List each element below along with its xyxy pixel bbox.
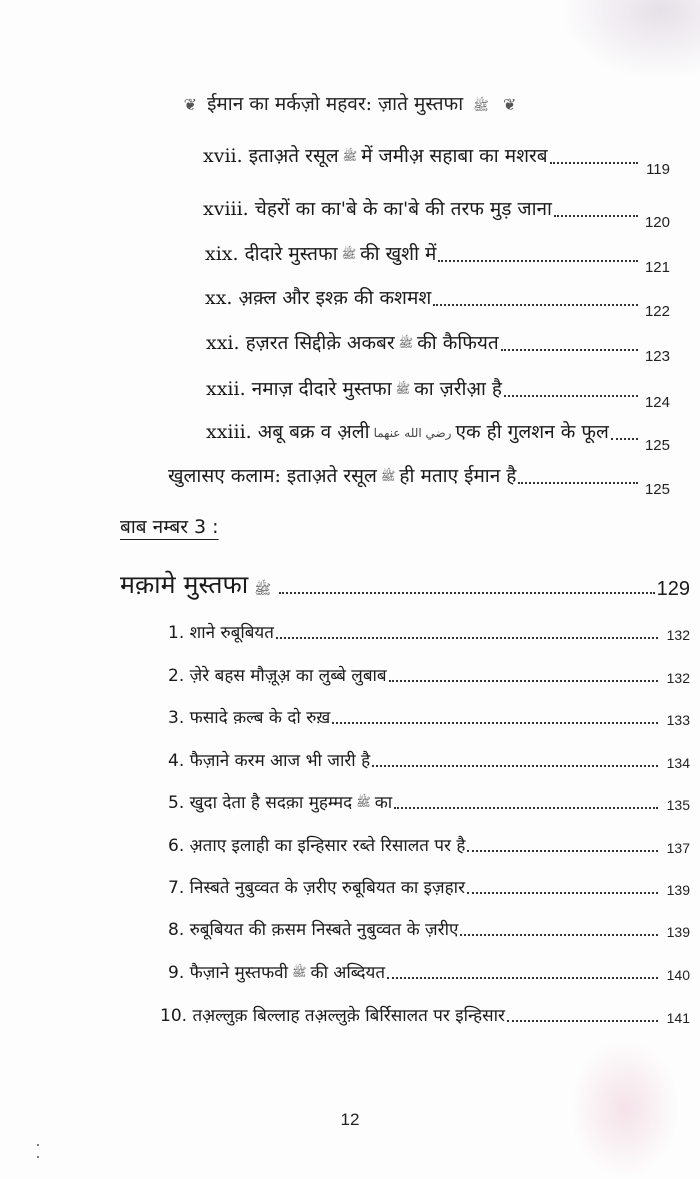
dot-leader bbox=[554, 214, 638, 217]
entry-number: xix. bbox=[205, 243, 239, 265]
entry-title-cont: ही मताए ईमान है bbox=[399, 465, 517, 487]
entry-page: 121 bbox=[644, 259, 670, 276]
entry-title: हज़रत सिद्दीक़े अकबर bbox=[245, 332, 395, 354]
entry-number: 6. bbox=[168, 836, 185, 856]
print-speck bbox=[37, 1156, 39, 1158]
entry-number: 8. bbox=[168, 920, 185, 940]
dot-leader bbox=[389, 679, 658, 682]
honorific-icon: ﷺ bbox=[380, 468, 396, 483]
honorific-icon: ﷺ bbox=[292, 964, 307, 979]
toc-entry[interactable] bbox=[203, 195, 670, 231]
entry-title: शाने रुबूबियत bbox=[189, 623, 274, 643]
entry-page: 124 bbox=[644, 394, 670, 411]
entry-title: नमाज़ दीदारे मुस्तफा bbox=[251, 378, 392, 400]
entry-title-cont: की अब्दियत bbox=[310, 963, 386, 983]
toc-entry[interactable] bbox=[168, 748, 690, 771]
running-head-title: ईमान का मर्कज़ो महवर: ज़ाते मुस्तफा bbox=[207, 93, 464, 115]
entry-number: 5. bbox=[168, 793, 185, 813]
entry-title: फैज़ाने मुस्तफवी bbox=[189, 963, 289, 983]
dot-leader bbox=[550, 161, 638, 164]
toc-entry[interactable] bbox=[168, 917, 690, 940]
entry-title: फसादे क़ल्ब के दो रुख़ bbox=[189, 708, 331, 728]
entry-title: खुलासए कलाम: इताअ़ते रसूल bbox=[168, 465, 377, 487]
dot-leader bbox=[467, 849, 658, 852]
entry-page: 139 bbox=[666, 882, 690, 898]
entry-page: 125 bbox=[644, 437, 670, 454]
toc-entry[interactable] bbox=[160, 1003, 690, 1026]
entry-title: ज़ेरे बहस मौज़ूअ़ का लुब्बे लुबाब bbox=[189, 666, 387, 686]
toc-entry[interactable] bbox=[168, 705, 690, 728]
entry-title-cont: में जमीअ़ सहाबा का मशरब bbox=[361, 145, 548, 167]
dot-leader bbox=[276, 636, 658, 639]
chapter-title: मक़ामे मुस्तफा bbox=[120, 570, 249, 599]
entry-title: अ़क़्ल और इश्क़ की कशमश bbox=[238, 287, 432, 309]
entry-title: चेहरों का का'बे के का'बे की तरफ मुड़ जाना bbox=[254, 198, 552, 220]
toc-entry[interactable] bbox=[206, 418, 670, 454]
toc-entry[interactable] bbox=[168, 790, 690, 813]
ornament-right-icon: ❦ bbox=[502, 95, 517, 114]
entry-page: 132 bbox=[666, 670, 690, 686]
entry-number: xxiii. bbox=[206, 421, 252, 443]
entry-number: 10. bbox=[160, 1006, 188, 1026]
entry-page: 139 bbox=[666, 924, 690, 940]
entry-title: अ़ताए इलाही का इन्हिसार रब्ते रिसालत पर है bbox=[189, 836, 466, 856]
entry-title-cont: की कैफियत bbox=[417, 332, 499, 354]
entry-page: 133 bbox=[666, 712, 690, 728]
entry-page: 123 bbox=[644, 348, 670, 365]
dot-leader bbox=[460, 933, 658, 936]
chapter-title-entry[interactable] bbox=[120, 567, 690, 601]
toc-entry[interactable] bbox=[168, 960, 690, 983]
entry-title-cont: का bbox=[374, 793, 393, 813]
entry-title: अबू बक्र व अ़ली bbox=[257, 421, 370, 443]
entry-page: 119 bbox=[646, 161, 670, 178]
honorific-icon: ﷺ bbox=[398, 335, 414, 350]
entry-page: 140 bbox=[666, 967, 690, 983]
toc-entry[interactable] bbox=[205, 240, 670, 276]
toc-entry[interactable] bbox=[168, 875, 690, 898]
honorific-icon: رضي الله عنهما bbox=[373, 426, 452, 440]
dot-leader bbox=[518, 481, 638, 484]
dot-leader bbox=[611, 437, 638, 440]
dot-leader bbox=[438, 259, 638, 262]
toc-entry[interactable] bbox=[168, 663, 690, 686]
entry-page: 132 bbox=[666, 627, 690, 643]
chapter-label: बाब नम्बर 3 : bbox=[120, 516, 219, 538]
page-edge-tint bbox=[570, 1039, 680, 1179]
toc-entry[interactable] bbox=[205, 284, 670, 320]
toc-entry[interactable] bbox=[203, 142, 670, 178]
dot-leader bbox=[467, 891, 658, 894]
entry-number: 1. bbox=[168, 623, 185, 643]
dot-leader bbox=[332, 721, 658, 724]
entry-number: 9. bbox=[168, 963, 185, 983]
honorific-icon: ﷺ bbox=[473, 99, 489, 114]
honorific-icon: ﷺ bbox=[341, 246, 357, 261]
honorific-icon: ﷺ bbox=[342, 148, 358, 163]
ornament-left-icon: ❦ bbox=[183, 95, 198, 114]
honorific-icon: ﷺ bbox=[395, 381, 411, 396]
entry-page: 135 bbox=[666, 797, 690, 813]
entry-number: xx. bbox=[205, 287, 233, 309]
chapter-page: 129 bbox=[656, 578, 690, 600]
print-speck bbox=[37, 1144, 39, 1146]
entry-number: 7. bbox=[168, 878, 185, 898]
entry-title: तअ़ल्लुक़ बिल्लाह तअ़ल्लुक़े बिर्रिसालत पर इन्हिसार bbox=[192, 1006, 505, 1026]
toc-entry[interactable] bbox=[168, 620, 690, 643]
dot-leader bbox=[504, 394, 638, 397]
toc-entry-summary[interactable] bbox=[168, 462, 670, 498]
toc-entry[interactable] bbox=[168, 833, 690, 856]
toc-entry[interactable] bbox=[206, 375, 670, 411]
entry-title-cont: की खुशी में bbox=[360, 243, 437, 265]
entry-number: 2. bbox=[168, 666, 185, 686]
entry-page: 141 bbox=[666, 1010, 690, 1026]
entry-title: दीदारे मुस्तफा bbox=[244, 243, 338, 265]
entry-title: रुबूबियत की क़सम निस्बते नुबुव्वत के ज़रीए bbox=[189, 920, 459, 940]
entry-number: 4. bbox=[168, 751, 185, 771]
entry-title: खुदा देता है सदक़ा मुहम्मद bbox=[189, 793, 353, 813]
entry-title-cont: का ज़रीआ़ है bbox=[414, 378, 503, 400]
dot-leader bbox=[433, 303, 638, 306]
entry-page: 137 bbox=[666, 840, 690, 856]
entry-number: 3. bbox=[168, 708, 185, 728]
entry-page: 134 bbox=[666, 755, 690, 771]
entry-number: xxi. bbox=[206, 332, 240, 354]
entry-title-cont: एक ही गुलशन के फूल bbox=[455, 421, 609, 443]
dot-leader bbox=[507, 1019, 658, 1022]
entry-page: 125 bbox=[644, 481, 670, 498]
honorific-icon: ﷺ bbox=[254, 582, 272, 598]
honorific-icon: ﷺ bbox=[356, 794, 371, 809]
page-curl-shadow bbox=[560, 0, 700, 80]
dot-leader bbox=[501, 348, 638, 351]
entry-title: इताअ़ते रसूल bbox=[248, 145, 339, 167]
entry-title: फैज़ाने करम आज भी जारी है bbox=[189, 751, 371, 771]
toc-entry[interactable] bbox=[206, 329, 670, 365]
entry-page: 122 bbox=[644, 303, 670, 320]
entry-number: xxii. bbox=[206, 378, 246, 400]
entry-number: xvii. bbox=[203, 145, 243, 167]
page-number: 12 bbox=[340, 1110, 360, 1129]
entry-title: निस्बते नुबुव्वत के ज़रीए रुबूबियत का इज़हार bbox=[189, 878, 466, 898]
dot-leader bbox=[394, 806, 658, 809]
dot-leader bbox=[387, 976, 658, 979]
running-head bbox=[0, 90, 700, 117]
dot-leader bbox=[372, 764, 658, 767]
entry-page: 120 bbox=[644, 214, 670, 231]
dot-leader bbox=[279, 591, 655, 594]
entry-number: xviii. bbox=[203, 198, 249, 220]
